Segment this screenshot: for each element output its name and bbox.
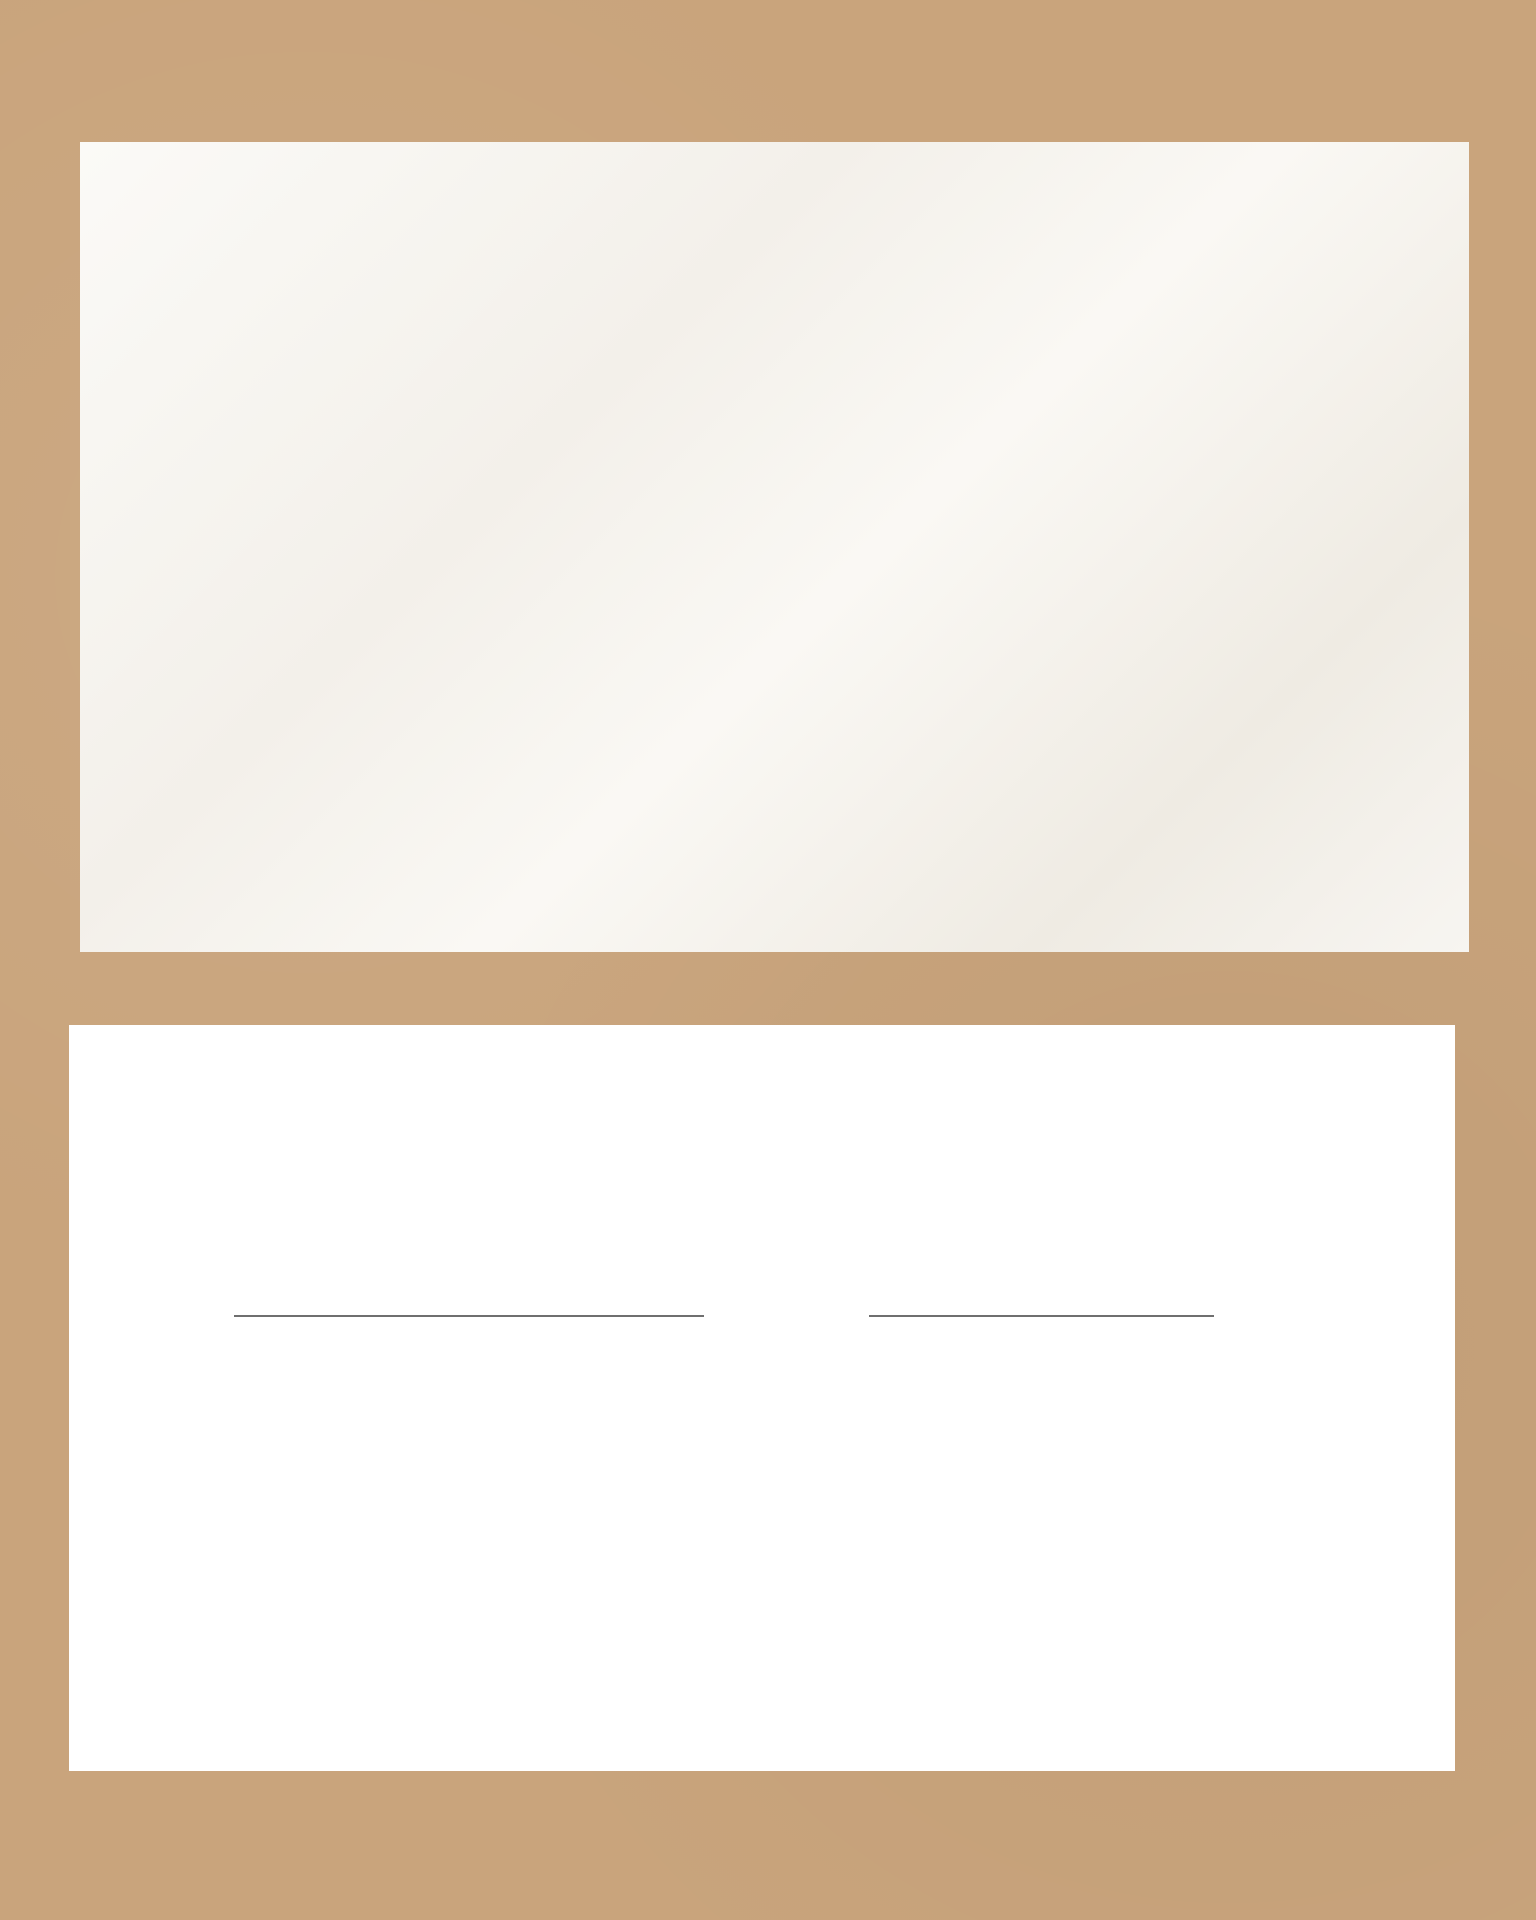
- nom-field[interactable]: [234, 1315, 704, 1317]
- prenom-field[interactable]: [869, 1315, 1214, 1317]
- rsvp-card: [69, 1025, 1455, 1771]
- invitation-card: [80, 142, 1469, 952]
- firework-decorations: [80, 142, 1469, 952]
- firework-decorations: [69, 1025, 1455, 1771]
